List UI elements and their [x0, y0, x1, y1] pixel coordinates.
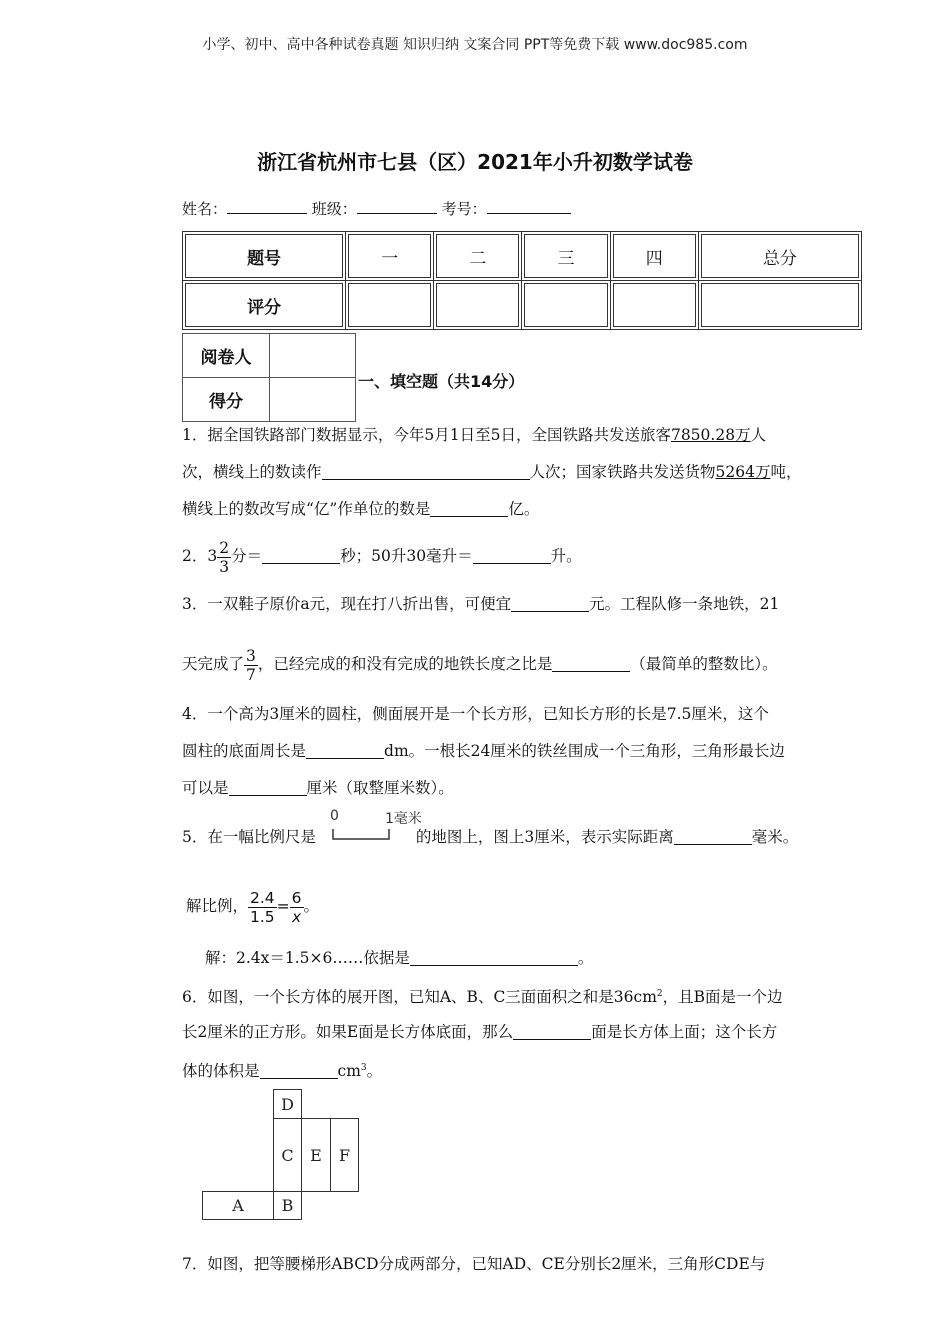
question-4-line-1: 4．一个高为3厘米的圆柱，侧面展开是一个长方形，已知长方形的长是7.5厘米，这个 — [182, 705, 769, 723]
answer-blank[interactable] — [410, 950, 578, 966]
question-1-line-3: 横线上的数改写成“亿”作单位的数是 亿。 — [182, 500, 540, 518]
grader-score-cell[interactable] — [270, 378, 356, 422]
fraction: $\frac{6}{x}$ — [291, 888, 302, 926]
question-2: 2．3 $\frac{2}{3}$ 分＝ 秒；50升30毫升＝ 升。 — [182, 538, 582, 576]
score-header-row — [183, 232, 862, 281]
answer-blank[interactable] — [552, 656, 630, 672]
grader-table — [182, 333, 356, 422]
score-header-cell: 二 — [434, 232, 522, 281]
net-face-c: C — [273, 1118, 302, 1192]
grader-label: 阅卷人 — [183, 334, 270, 378]
class-blank[interactable] — [357, 199, 437, 214]
answer-blank[interactable] — [473, 548, 551, 564]
class-label: 班级： — [311, 200, 357, 218]
question-6-line-3: 体的体积是 $cm^3$。 — [182, 1062, 383, 1081]
page-title: 浙江省杭州市七县（区）2021年小升初数学试卷 — [257, 150, 693, 174]
question-4-line-2: 圆柱的底面周长是 dm。一根长24厘米的铁丝围成一个三角形，三角形最长边 — [182, 742, 785, 760]
answer-blank[interactable] — [674, 829, 752, 845]
score-header-cell: 总分 — [698, 232, 861, 281]
answer-blank[interactable] — [322, 464, 530, 480]
proportion-line: 解比例， $\frac{2.4}{1.5}$ = $\frac{6}{x}$ 。 — [186, 888, 320, 926]
question-6-line-2: 长2厘米的正方形。如果E面是长方体底面，那么 面是长方体上面；这个长方 — [182, 1023, 778, 1041]
question-1-line-1: 1．据全国铁路部门数据显示，今年5月1日至5日，全国铁路共发送旅客7850.28万人 — [182, 426, 767, 444]
question-3-line-2: 天完成了 $\frac{3}{7}$ ，已经完成的和没有完成的地铁长度之比是 （最简单的整数比）。 — [182, 646, 778, 684]
question-1-line-2: 次，横线上的数读作 人次；国家铁路共发送货物5264万吨， — [182, 463, 802, 481]
question-3-line-1: 3．一双鞋子原价a元，现在打八折出售，可便宜 元。工程队修一条地铁，21 — [182, 595, 780, 613]
student-info — [182, 198, 571, 219]
answer-blank[interactable] — [262, 548, 340, 564]
question-7-line-1: 7．如图，把等腰梯形ABCD分成两部分，已知AD、CE分别长2厘米，三角形CDE与 — [182, 1255, 766, 1273]
exam-no-blank[interactable] — [487, 199, 571, 214]
proportion-solution: 解：2.4x＝1.5×6……依据是 。 — [205, 949, 594, 967]
answer-blank[interactable] — [229, 780, 307, 796]
page-header: 小学、初中、高中各种试卷真题 知识归纳 文案合同 PPT等免费下载 www.doc985.com — [202, 37, 748, 53]
score-header-cell: 一 — [346, 232, 434, 281]
net-face-e: E — [301, 1118, 331, 1192]
question-5-line-1: 5．在一幅比例尺是 的地图上，图上3厘米，表示实际距离 毫米。 — [182, 828, 799, 846]
name-blank[interactable] — [227, 199, 307, 214]
answer-blank[interactable] — [513, 1024, 591, 1040]
mixed-fraction: $\frac{2}{3}$ — [219, 538, 230, 576]
score-header-cell: 题号 — [183, 232, 346, 281]
answer-blank[interactable] — [260, 1063, 338, 1079]
score-cell[interactable] — [346, 281, 434, 330]
fraction: $\frac{3}{7}$ — [246, 646, 256, 684]
score-cell[interactable] — [434, 281, 522, 330]
scale-zero-label: 0 — [330, 808, 339, 824]
net-face-a: A — [202, 1191, 274, 1220]
question-4-line-3: 可以是 厘米（取整厘米数）。 — [182, 779, 454, 797]
scale-one-label: 1毫米 — [385, 811, 422, 827]
answer-blank[interactable] — [511, 596, 589, 612]
score-row-label: 评分 — [183, 281, 346, 330]
score-cell[interactable] — [698, 281, 861, 330]
name-label: 姓名： — [182, 200, 228, 218]
grader-cell[interactable] — [270, 334, 356, 378]
exam-no-label: 考号： — [441, 200, 487, 218]
answer-blank[interactable] — [430, 501, 508, 517]
net-face-d: D — [273, 1089, 302, 1119]
score-header-cell: 四 — [610, 232, 698, 281]
fraction: $\frac{2.4}{1.5}$ — [250, 888, 275, 926]
score-header-cell: 三 — [522, 232, 610, 281]
question-6-line-1: 6．如图，一个长方体的展开图，已知A、B、C三面面积之和是$36cm^2$，且B面是一个边 — [182, 988, 783, 1007]
score-value-row — [183, 281, 862, 330]
score-table — [182, 231, 862, 330]
net-face-f: F — [330, 1118, 359, 1192]
section-heading: 一、填空题（共14分） — [358, 372, 525, 391]
score-cell[interactable] — [522, 281, 610, 330]
net-face-b: B — [273, 1191, 302, 1220]
score-cell[interactable] — [610, 281, 698, 330]
answer-blank[interactable] — [306, 743, 384, 759]
grader-score-label: 得分 — [183, 378, 270, 422]
